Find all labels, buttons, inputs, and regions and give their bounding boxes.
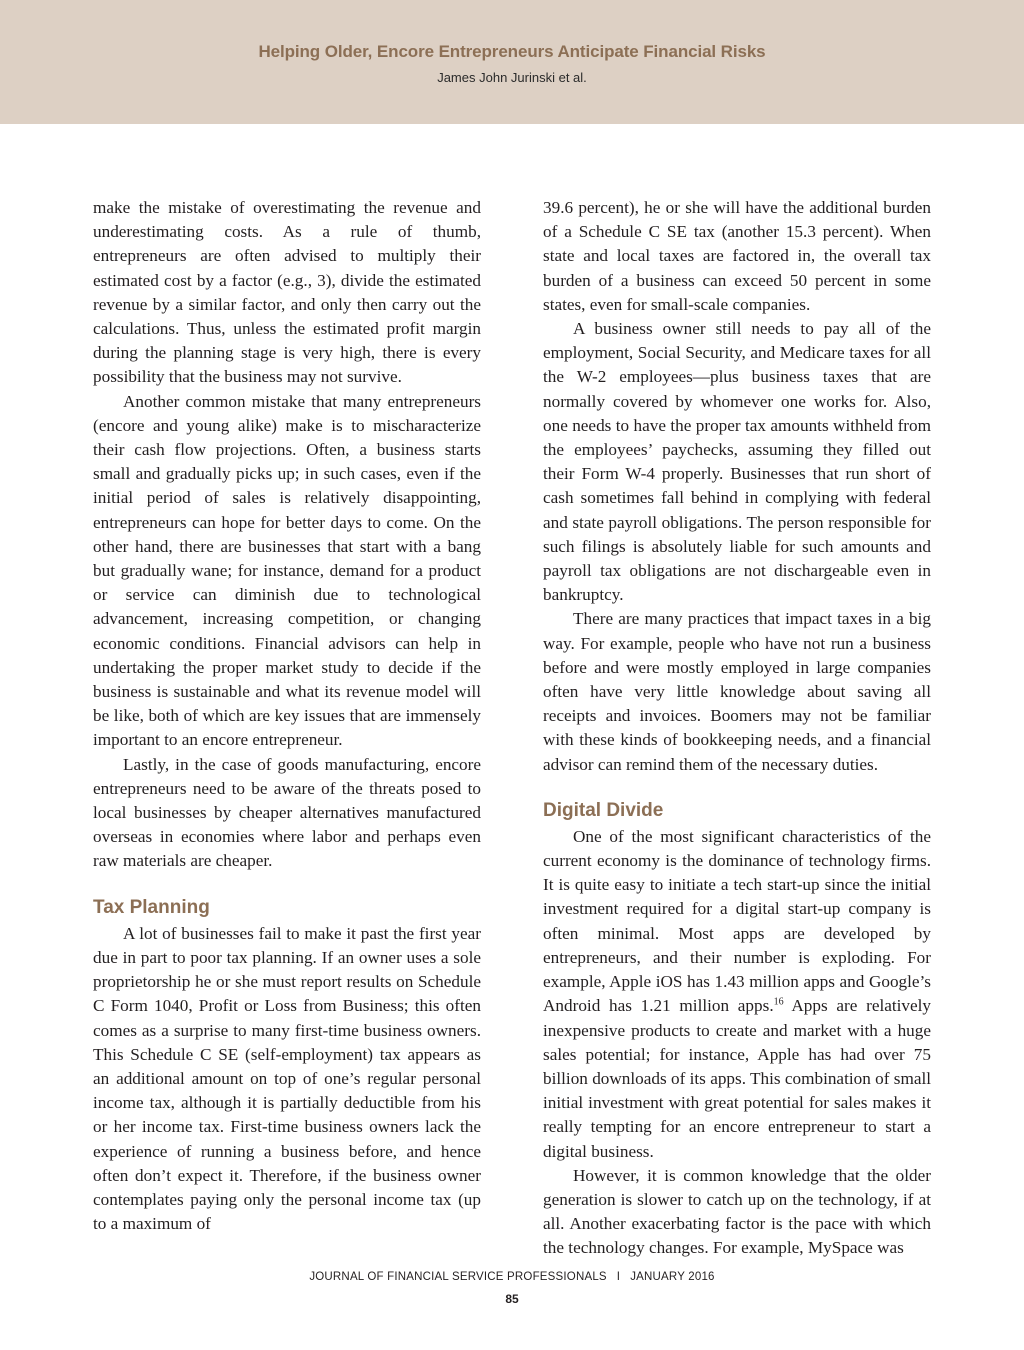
running-title: Helping Older, Encore Entrepreneurs Anticipate Financial Risks — [258, 42, 766, 61]
issue-date: JANUARY 2016 — [630, 1271, 715, 1283]
footer-separator: I — [616, 1271, 621, 1283]
paragraph-text: One of the most significant characteristics of the current economy is the dominance of technology firms. It is quite easy to initiate a tech start-up since the initial investment required for a digital start-up company is often minimal. Most apps are developed by entrepreneurs, and their number is exploding. For example, Apple iOS has 1.43 million apps and Google’s Android has 1.21 million apps. — [543, 826, 931, 1016]
paragraph: Another common mistake that many entrepreneurs (encore and young alike) make is to mischaracterize their cash flow projections. Often, a business starts small and gradually picks up; in such cases, even if the initial period of sales is relatively disappointing, entrepreneurs can hope for better days to come. On the other hand, there are businesses that start with a bang but gradually wane; for instance, demand for a product or service can diminish due to technological advancement, increasing competition, or changing economic conditions. Financial advisors can help in undertaking the proper market study to decide if the business is sustainable and what its revenue model will be like, both of which are key issues that are immensely important to an encore entrepreneur. — [93, 391, 481, 750]
paragraph: Lastly, in the case of goods manufacturing, encore entrepreneurs need to be aware of the threats posed to local businesses by cheaper alternatives manufactured overseas in economies where labor and perhaps even raw materials are cheaper. — [93, 754, 481, 871]
paragraph: make the mistake of overestimating the revenue and underestimating costs. As a rule of thumb, entrepreneurs are often advised to multiply their estimated cost by a factor (e.g., 3), divide the estimated revenue by a similar factor, and only then carry out the calculations. Thus, unless the estimated profit margin during the planning stage is very high, there is every possibility that the business may not survive. — [93, 198, 481, 387]
page-number: 85 — [505, 1292, 519, 1306]
footnote-marker[interactable]: 16 — [773, 996, 784, 1008]
paragraph — [543, 825, 931, 1164]
left-column — [93, 196, 481, 1236]
paragraph: A business owner still needs to pay all of the employment, Social Security, and Medicare taxes for all the W-2 employees—plus business taxes that are normally covered by whomever one works for. Also, one needs to have the proper tax amounts withheld from the employees’ paychecks, assuming they filled out their Form W-4 properly. Businesses that run short of cash sometimes fall behind in complying with federal and state payroll obligations. The person responsible for such filings is absolutely liable for such amounts and payroll tax obligations are not dischargeable even in bankruptcy. — [543, 319, 931, 605]
section-heading-digital-divide: Digital Divide — [543, 799, 664, 821]
paragraph: There are many practices that impact taxes in a big way. For example, people who have not run a business before and were mostly employed in large companies often have very little knowledge about saving all receipts and invoices. Boomers may not be familiar with these kinds of bookkeeping needs, and a financial advisor can remind them of the necessary duties. — [543, 609, 931, 774]
paragraph-text: Apps are relatively inexpensive products to create and market with a huge sales potential; for instance, Apple has had over 75 billion downloads of its apps. This combination of small initial investment with great potential for sales makes it really tempting for an encore entrepreneur to start a digital business. — [543, 996, 931, 1161]
paragraph: 39.6 percent), he or she will have the additional burden of a Schedule C SE tax (another 15.3 percent). When state and local taxes are factored in, the overall tax burden of a business can exceed 50 percent in some states, even for small-scale companies. — [543, 198, 931, 314]
right-column — [543, 196, 931, 1261]
paragraph: A lot of businesses fail to make it past the first year due in part to poor tax planning. If an owner uses a sole proprietorship he or she must report results on Schedule C Form 1040, Profit or Loss from Business; this often comes as a surprise to many first-time business owners. This Schedule C SE (self-employment) tax appears as an additional amount on top of one’s regular personal income tax, although it is partially deductible from his or her income tax. First-time business owners lack the experience of running a business before, and hence often don’t expect it. Therefore, if the business owner contemplates paying only the personal income tax (up to a maximum of — [93, 923, 481, 1234]
journal-name: JOURNAL OF FINANCIAL SERVICE PROFESSIONALS — [309, 1271, 607, 1283]
footer — [0, 1271, 1024, 1283]
section-heading-tax-planning: Tax Planning — [93, 896, 210, 918]
running-author: James John Jurinski et al. — [437, 70, 587, 85]
header-band — [0, 0, 1024, 124]
paragraph: However, it is common knowledge that the older generation is slower to catch up on the technology, if at all. Another exacerbating factor is the pace with which the technology changes. For example, MySpace was — [543, 1165, 931, 1258]
